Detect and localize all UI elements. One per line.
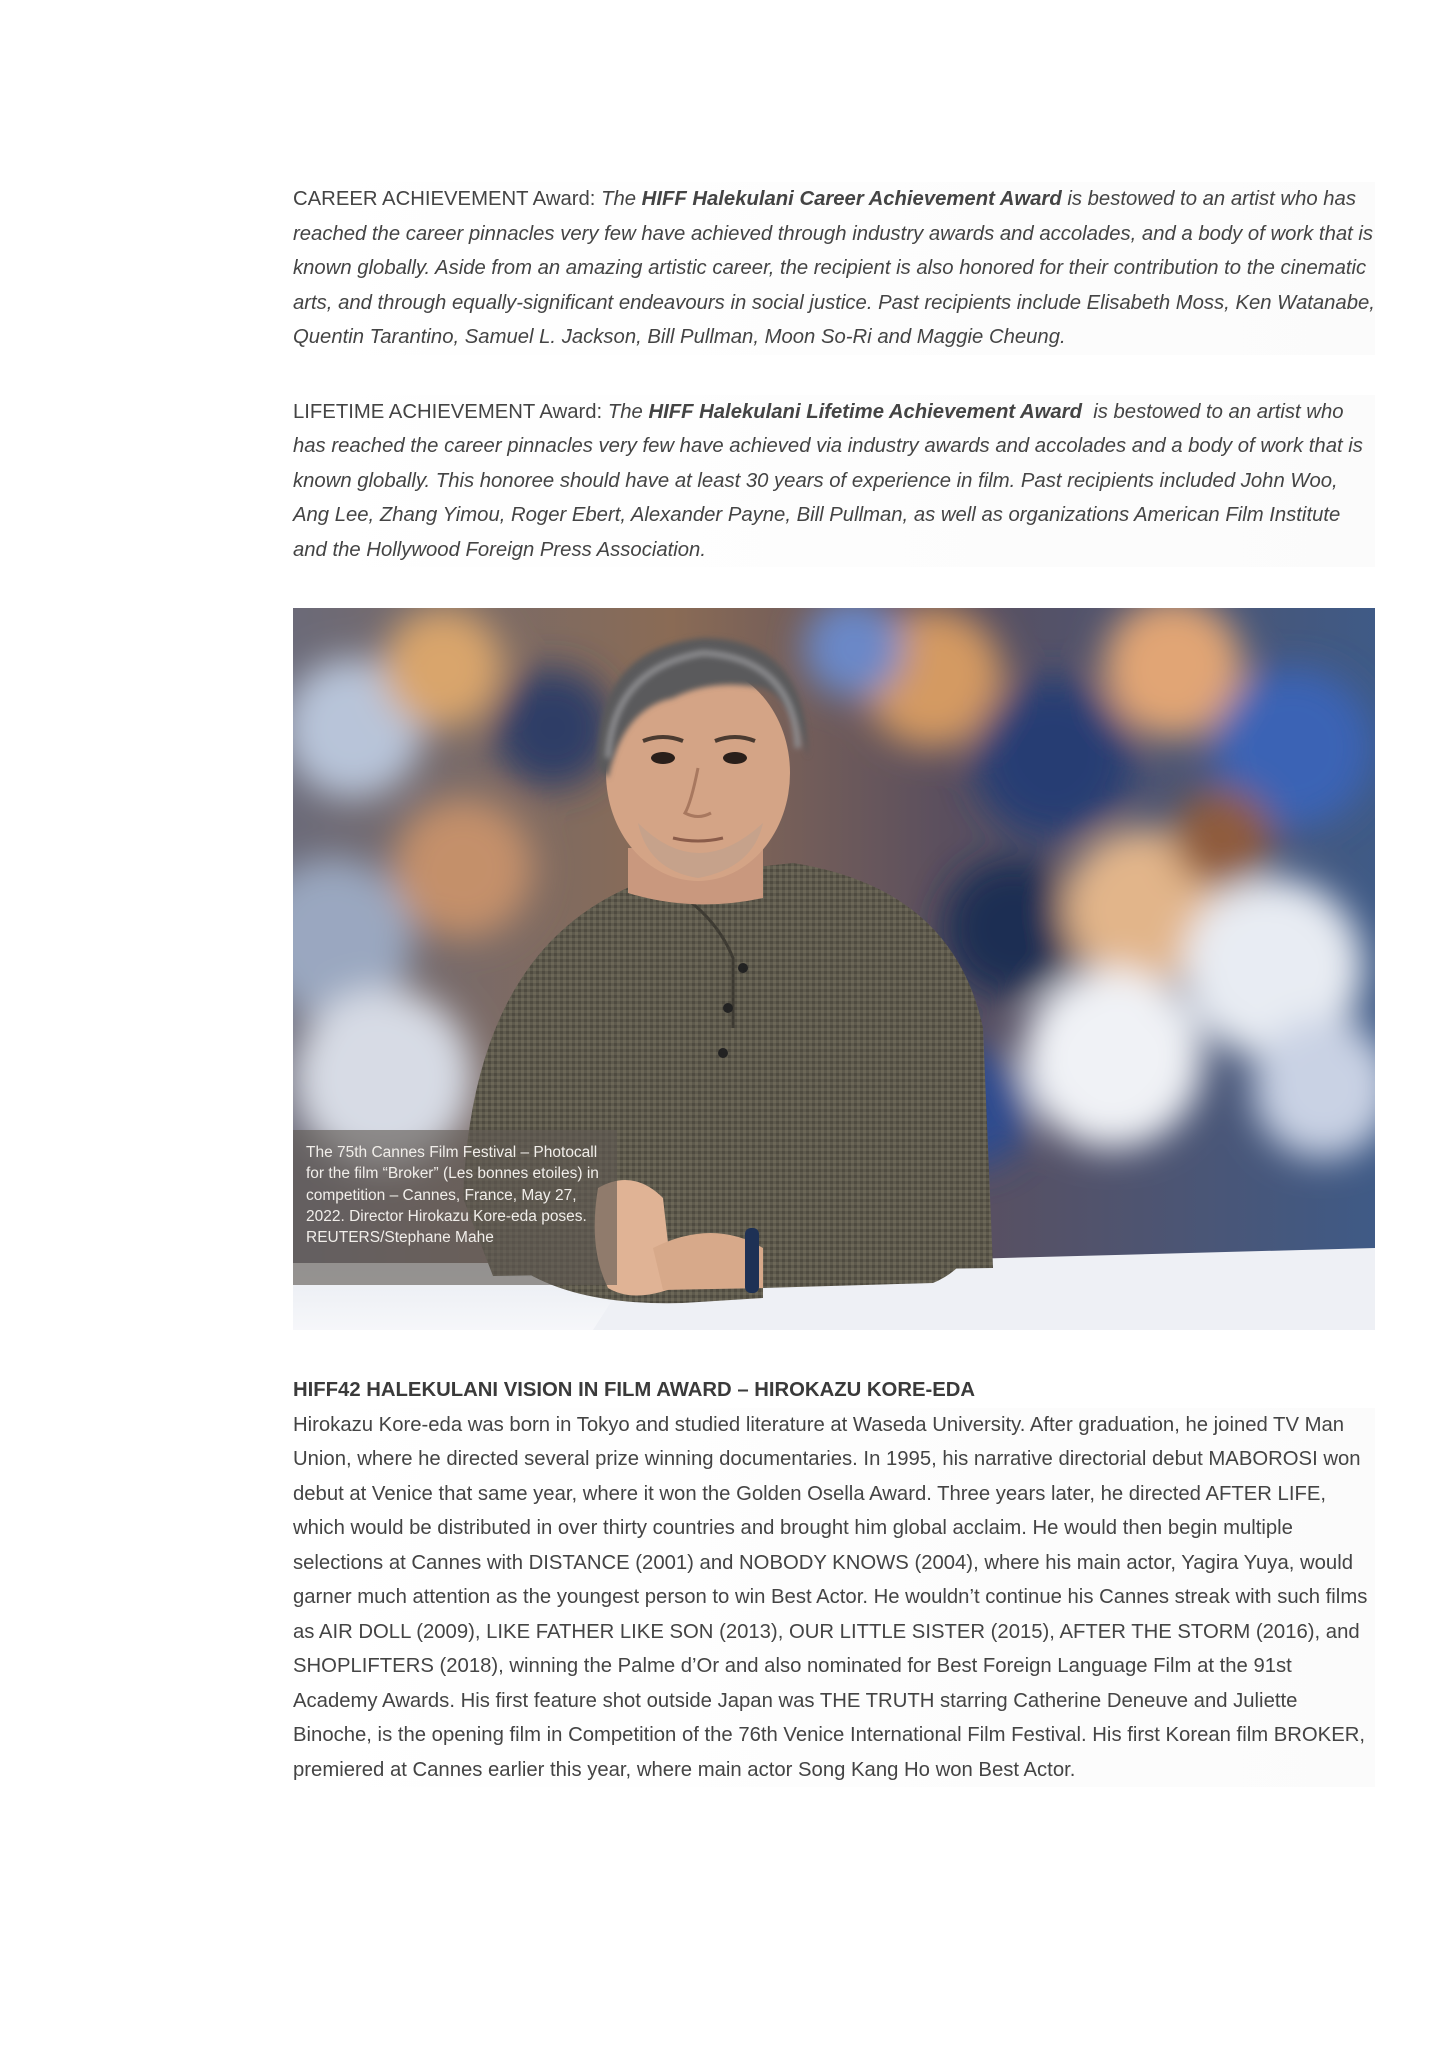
career-award-description: is bestowed to an artist who has reached the career pinnacles very few have achieved through industry awards and accolades, and a body of work that is known globally. Aside from an amazing artistic career, the recipient is also honored for their contribution to the cinematic arts, and through equally-significant endeavours in social justice. Past recipients include Elisabeth Moss, Ken Watanabe, Quentin Tarantino, Samuel L. Jackson, Bill Pullman, Moon So-Ri and Maggie Cheung. xyxy=(293,188,1375,348)
article xyxy=(293,182,1375,1787)
vision-award-title: HIFF42 HALEKULANI VISION IN FILM AWARD – HIROKAZU KORE-EDA xyxy=(293,1379,976,1401)
vision-award-biography: Hirokazu Kore-eda was born in Tokyo and studied literature at Waseda University. After graduation, he joined TV Man Union, where he directed several prize winning documentaries. In 1995, his narrative directorial debut MABOROSI won debut at Venice that same year, where it won the Golden Osella Award. Three years later, he directed AFTER LIFE, which would be distributed in over thirty countries and brought him global acclaim. He would then begin multiple selections at Cannes with DISTANCE (2001) and NOBODY KNOWS (2004), where his main actor, Yagira Yuya, would garner much attention as the youngest person to win Best Actor. He wouldn’t continue his Cannes streak with such films as AIR DOLL (2009), LIKE FATHER LIKE SON (2013), OUR LITTLE SISTER (2015), AFTER THE STORM (2016), and SHOPLIFTERS (2018), winning the Palme d’Or and also nominated for Best Foreign Language Film at the 91st Academy Awards. His first feature shot outside Japan was THE TRUTH starring Catherine Deneuve and Juliette Binoche, is the opening film in Competition of the 76th Venice International Film Festival. His first Korean film BROKER, premiered at Cannes earlier this year, where main actor Song Kang Ho won Best Actor. xyxy=(293,1408,1375,1788)
career-the: The xyxy=(601,188,637,210)
career-achievement-paragraph xyxy=(293,182,1375,355)
career-award-lead: CAREER ACHIEVEMENT Award: xyxy=(293,188,596,210)
lifetime-the: The xyxy=(607,400,643,423)
photo-caption: The 75th Cannes Film Festival – Photocall for the film “Broker” (Les bonnes etoiles) in competition – Cannes, France, May 27, 2022. Director Hirokazu Kore-eda poses. REUTERS/Stephane Mahe xyxy=(293,1130,617,1285)
lifetime-award-description: is bestowed to an artist who has reached the career pinnacles very few have achieved via industry awards and accolades and a body of work that is known globally. This honoree should have at least 30 years of experience in film. Past recipients included John Woo, Ang Lee, Zhang Yimou, Roger Ebert, Alexander Payne, Bill Pullman, as well as organizations American Film Institute and the Hollywood Foreign Press Association. xyxy=(293,400,1363,561)
lifetime-award-lead: LIFETIME ACHIEVEMENT Award: xyxy=(293,400,603,423)
vision-in-film-section xyxy=(293,1373,1375,1787)
lifetime-award-name: HIFF Halekulani Lifetime Achievement Award xyxy=(648,400,1082,423)
director-photo xyxy=(293,608,1375,1330)
lifetime-achievement-paragraph xyxy=(293,395,1375,568)
career-award-name: HIFF Halekulani Career Achievement Award xyxy=(641,188,1062,210)
